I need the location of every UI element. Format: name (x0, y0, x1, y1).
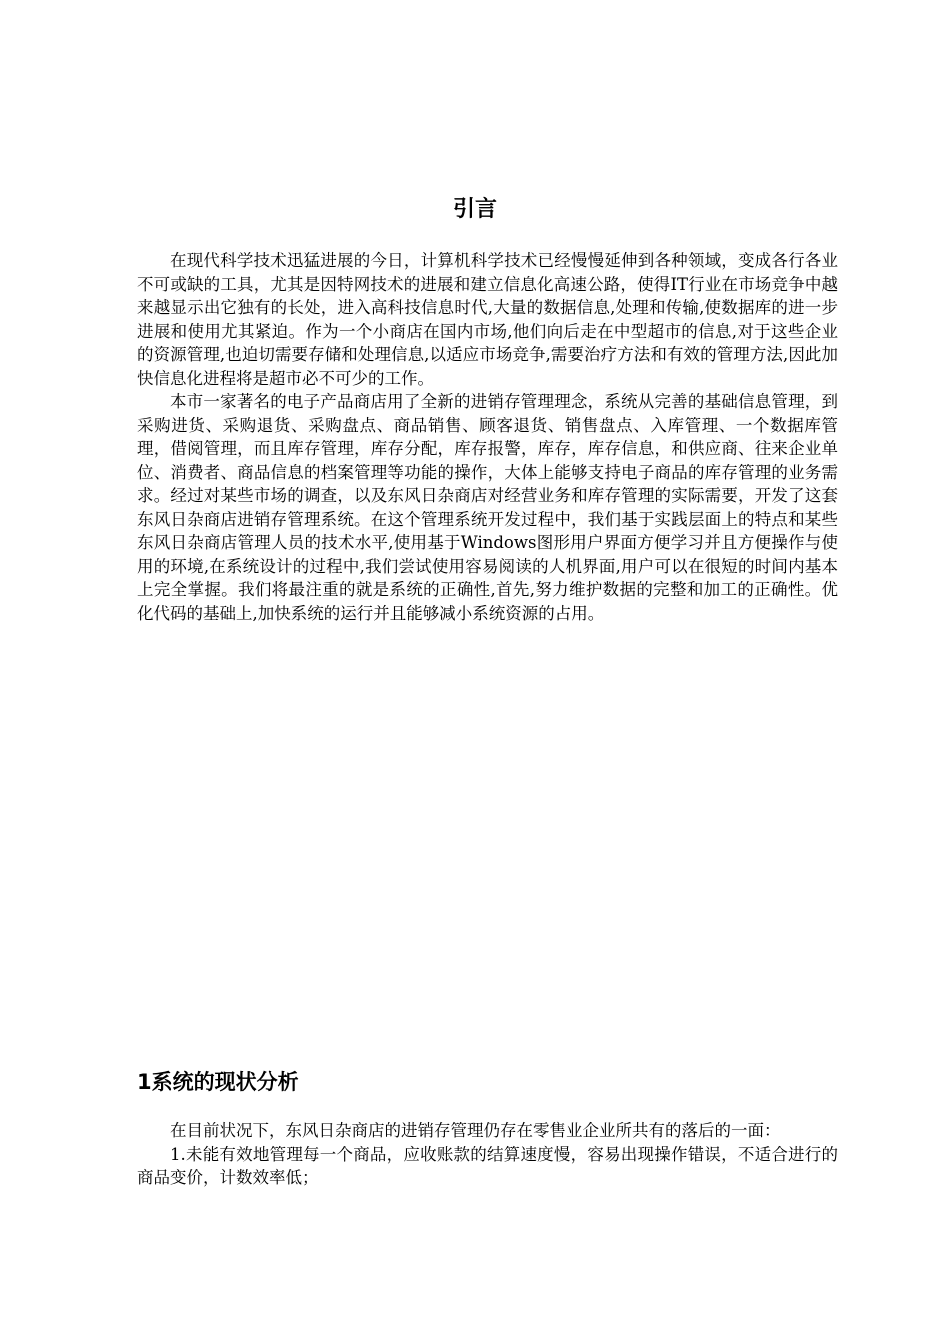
section-paragraph: 1.未能有效地管理每一个商品，应收账款的结算速度慢，容易出现操作错误，不适合进行的商品变价，计数效率低； (137, 1144, 838, 1187)
intro-paragraph: 本市一家著名的电子产品商店用了全新的进销存管理理念，系统从完善的基础信息管理，到采购进货、采购退货、采购盘点、商品销售、顾客退货、销售盘点、入库管理、一个数据库管理，借阅管理，而且库存管理，库存分配，库存报警，库存，库存信息，和供应商、往来企业单位、消费者、商品信息的档案管理等功能的操作，大体上能够支持电子商品的库存管理的业务需求。经过对某些市场的调查，以及东风日杂商店对经营业务和库存管理的实际需要，开发了这套东风日杂商店进销存管理系统。在这个管理系统开发过程中，我们基于实践层面上的特点和某些东风日杂商店管理人员的技术水平,使用基于Windows图形用户界面方便学习并且方便操作与使用的环境,在系统设计的过程中,我们尝试使用容易阅读的人机界面,用户可以在很短的时间内基本上完全掌握。我们将最注重的就是系统的正确性,首先,努力维护数据的完整和加工的正确性。优化代码的基础上,加快系统的运行并且能够减小系统资源的占用。 (137, 392, 838, 623)
intro-body (137, 249, 838, 625)
section-body (137, 1119, 838, 1190)
section-paragraph: 在目前状况下，东风日杂商店的进销存管理仍存在零售业企业所共有的落后的一面： (170, 1121, 781, 1140)
intro-title: 引言 (452, 197, 497, 222)
intro-paragraph: 在现代科学技术迅猛进展的今日，计算机科学技术已经慢慢延伸到各种领域，变成各行各业不可或缺的工具，尤其是因特网技术的进展和建立信息化高速公路，使得IT行业在市场竞争中越来越显示出它独有的长处，进入高科技信息时代,大量的数据信息,处理和传输,使数据库的进一步进展和使用尤其紧迫。作为一个小商店在国内市场,他们向后走在中型超市的信息,对于这些企业的资源管理,也迫切需要存储和处理信息,以适应市场竞争,需要治疗方法和有效的管理方法,因此加快信息化进程将是超市必不可少的工作。 (137, 251, 838, 388)
section-heading: 1系统的现状分析 (137, 1070, 299, 1094)
